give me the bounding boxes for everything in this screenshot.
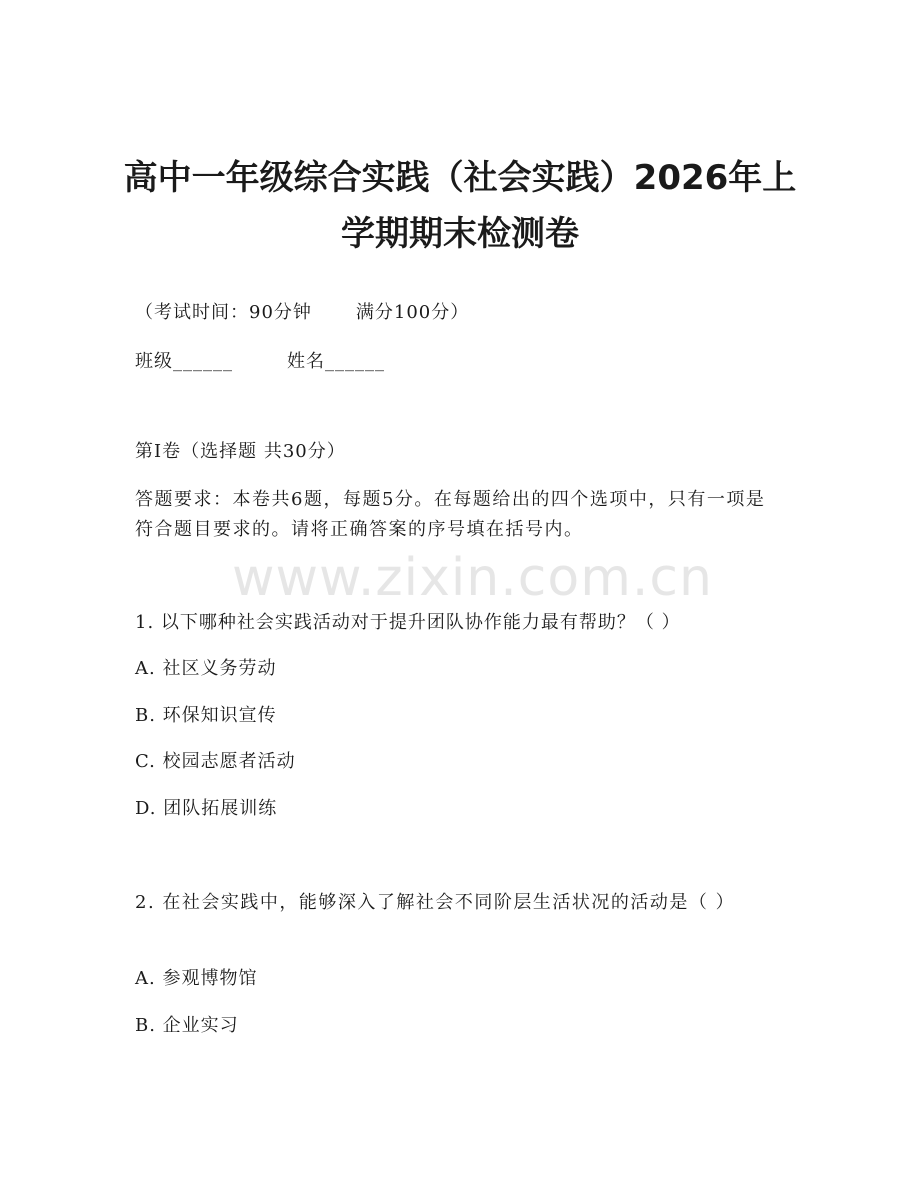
watermark: www.zixin.com.cn [232,548,713,608]
page-title [120,150,800,262]
question-1-option-a: A. 社区义务劳动 [135,658,277,679]
name-field: 姓名______ [287,351,385,372]
student-fields [135,348,385,376]
title-line-1: 高中一年级综合实践（社会实践）2026年上 [123,158,797,198]
exam-time: （考试时间：90分钟 [135,302,312,323]
exam-score: 满分100分） [355,302,470,323]
class-field: 班级______ [135,351,233,372]
instructions: 答题要求：本卷共6题，每题5分。在每题给出的四个选项中，只有一项是符合题目要求的。请将正确答案的序号填在括号内。 [135,489,766,540]
question-1-option-c: C. 校园志愿者活动 [135,751,296,772]
exam-info [135,299,469,327]
question-2-stem: 2. 在社会实践中，能够深入了解社会不同阶层生活状况的活动是（ ） [135,892,736,913]
question-2-option-b: B. 企业实习 [135,1015,239,1036]
question-2-option-a: A. 参观博物馆 [135,968,258,989]
title-line-2: 学期期末检测卷 [341,214,579,254]
section-heading: 第I卷（选择题 共30分） [135,441,346,462]
question-1-option-d: D. 团队拓展训练 [135,798,278,819]
question-1-stem: 1. 以下哪种社会实践活动对于提升团队协作能力最有帮助？（ ） [135,612,681,633]
question-1-option-b: B. 环保知识宣传 [135,705,277,726]
